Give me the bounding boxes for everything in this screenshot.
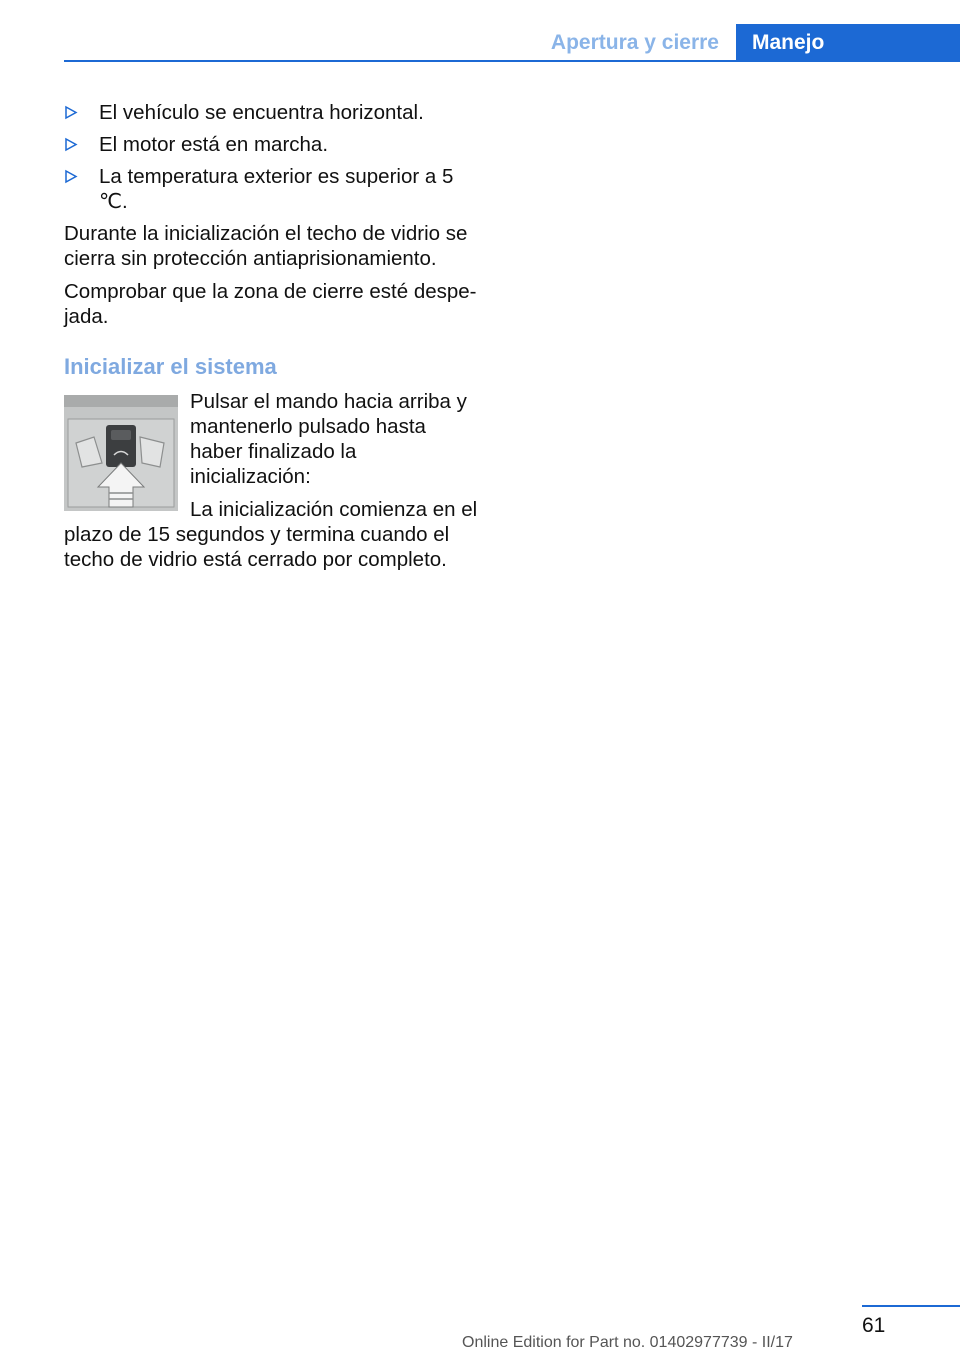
header-chapter-tab: Manejo <box>736 24 960 62</box>
roof-switch-illustration <box>64 395 178 511</box>
triangle-bullet-icon <box>64 164 78 189</box>
paragraph: Comprobar que la zona de cierre esté despe‐jada. <box>64 280 477 328</box>
list-item-text: El motor está en marcha. <box>99 133 329 156</box>
paragraph: Durante la inicialización el techo de vidrio se cierra sin protección antiaprisionamiento. <box>64 222 468 270</box>
list-item <box>64 132 478 157</box>
edition-footer: Online Edition for Part no. 01402977739 - II/17 <box>462 1334 793 1351</box>
main-content <box>64 100 478 580</box>
roof-control-switch-image <box>64 395 178 511</box>
section-heading: Inicializar el sistema <box>64 354 277 379</box>
list-item-text: La temperatura exterior es superior a 5 ℃. <box>99 165 454 213</box>
list-item-text: El vehículo se encuentra horizontal. <box>99 101 424 124</box>
page-number: 61 <box>862 1314 886 1337</box>
paragraph: Pulsar el mando hacia arriba y mantenerlo pulsado hasta haber finalizado la inicialización: <box>190 390 467 488</box>
list-item <box>64 100 478 125</box>
page-header <box>0 0 960 64</box>
paragraph: La inicialización comienza en el plazo de 15 segundos y termina cuando el techo de vidrio está cerrado por completo. <box>64 498 478 571</box>
triangle-bullet-icon <box>64 100 78 125</box>
condition-list <box>64 100 478 214</box>
footer-divider <box>862 1305 960 1307</box>
triangle-bullet-icon <box>64 132 78 157</box>
header-divider <box>64 60 960 62</box>
header-section-title: Apertura y cierre <box>550 31 719 54</box>
list-item <box>64 164 478 214</box>
